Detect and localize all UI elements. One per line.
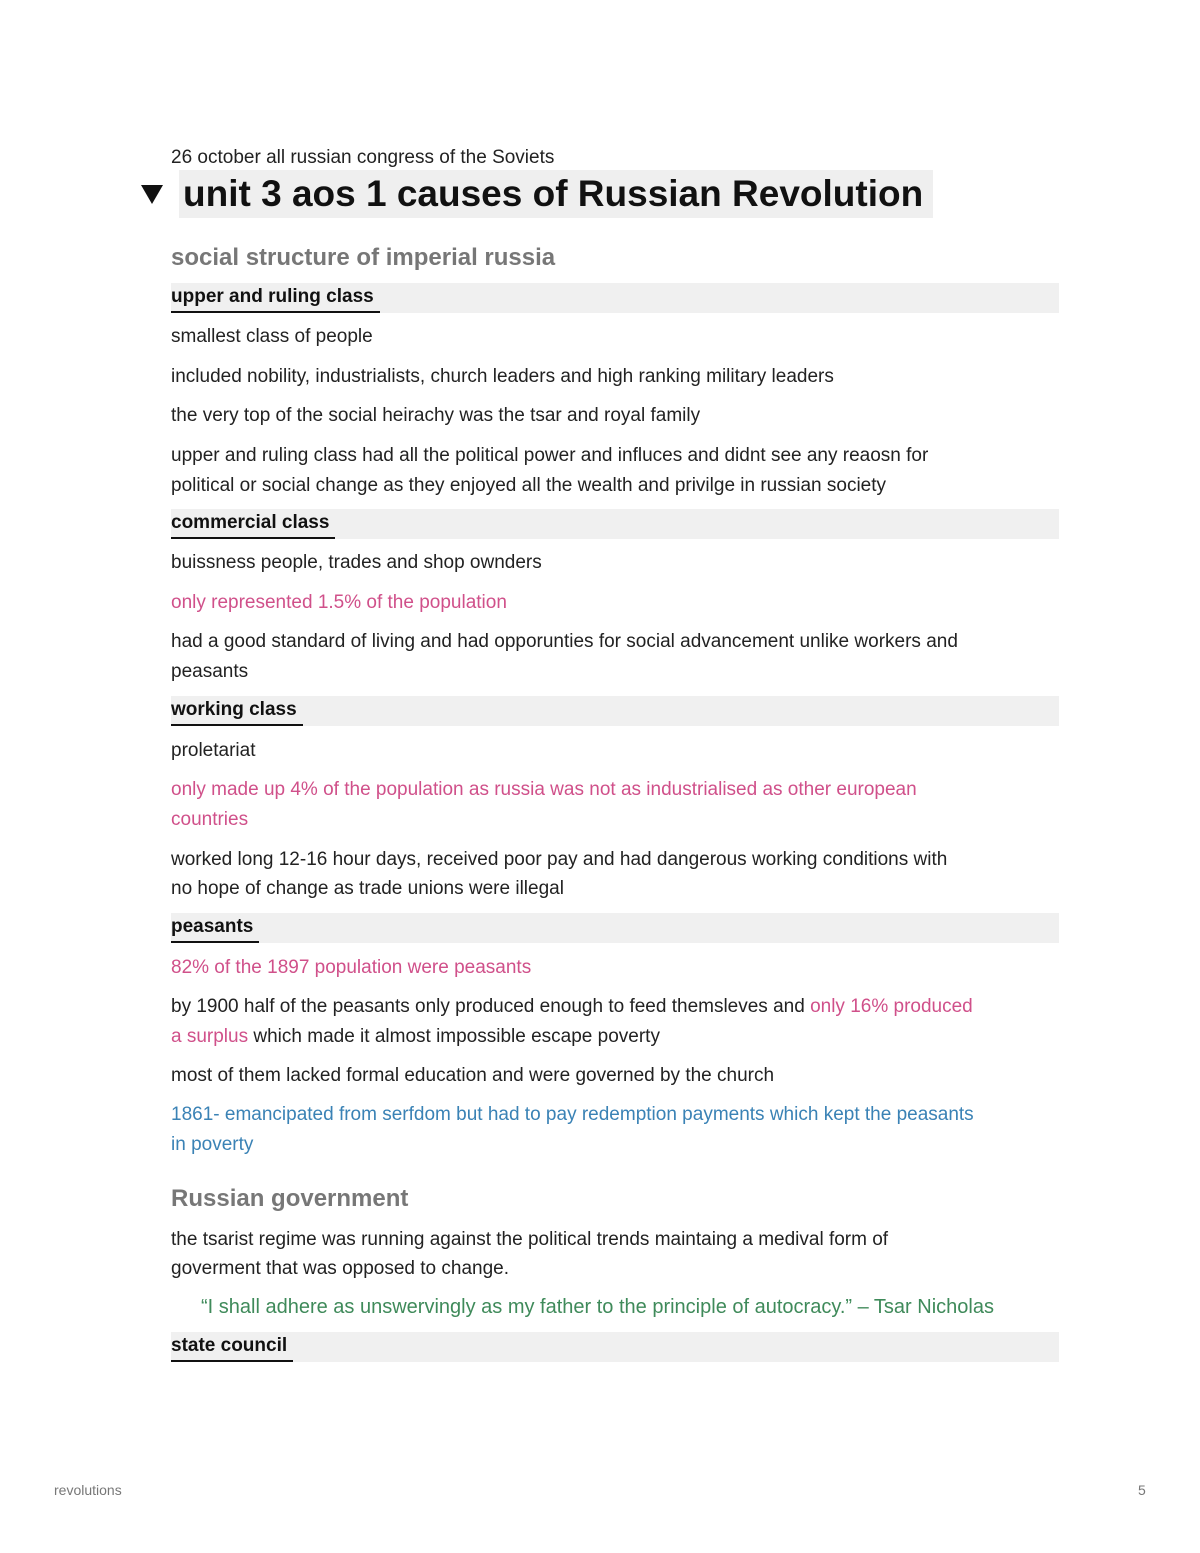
section-title-government: Russian government: [171, 1185, 409, 1212]
page-number: 5: [1138, 1482, 1146, 1498]
commercial-class-label: commercial class: [171, 509, 335, 539]
commercial-line: had a good standard of living and had opporunties for social advancement unlike workers and: [171, 631, 958, 652]
page-heading: unit 3 aos 1 causes of Russian Revolution: [179, 170, 933, 218]
commercial-line: buissness people, trades and shop ownders: [171, 552, 542, 573]
working-class-heading: [171, 696, 1059, 726]
toggle-heading[interactable]: [141, 170, 933, 218]
peasants-line: [171, 1022, 1059, 1052]
commercial-class-heading: [171, 509, 1059, 539]
upper-class-label: upper and ruling class: [171, 283, 380, 313]
tsar-quote: “I shall adhere as unswervingly as my father to the principle of autocracy.” – Tsar Nicholas: [201, 1296, 994, 1318]
footer-title: revolutions: [54, 1482, 122, 1498]
government-line: the tsarist regime was running against the political trends maintaing a medival form of: [171, 1229, 889, 1250]
upper-line: included nobility, industrialists, church leaders and high ranking military leaders: [171, 366, 834, 387]
upper-line: the very top of the social heirachy was the tsar and royal family: [171, 405, 701, 426]
peasants-line: [171, 992, 1059, 1022]
toggle-triangle-icon[interactable]: [141, 185, 163, 204]
peasants-label: peasants: [171, 913, 259, 943]
commercial-line: peasants: [171, 661, 249, 682]
peasants-emancipation-line: 1861- emancipated from serfdom but had to pay redemption payments which kept the peasants: [171, 1104, 974, 1125]
upper-line: smallest class of people: [171, 326, 373, 347]
peasants-emancipation-line: in poverty: [171, 1134, 254, 1155]
upper-line: political or social change as they enjoyed all the wealth and privilge in russian society: [171, 475, 887, 496]
working-class-label: working class: [171, 696, 303, 726]
peasants-plain-text: which made it almost impossible escape poverty: [248, 1026, 660, 1047]
peasants-plain-text: by 1900 half of the peasants only produced enough to feed themsleves and: [171, 996, 811, 1017]
working-line: worked long 12-16 hour days, received poor pay and had dangerous working conditions with: [171, 849, 948, 870]
working-line: proletariat: [171, 740, 256, 761]
government-line: goverment that was opposed to change.: [171, 1258, 510, 1279]
peasants-highlight-line: 82% of the 1897 population were peasants: [171, 957, 532, 978]
working-line: no hope of change as trade unions were illegal: [171, 878, 564, 899]
working-highlight-line: countries: [171, 809, 249, 830]
working-highlight-line: only made up 4% of the population as russia was not as industrialised as other european: [171, 779, 917, 800]
upper-line: upper and ruling class had all the political power and influces and didnt see any reaosn for: [171, 445, 929, 466]
peasants-highlight-text: a surplus: [171, 1026, 249, 1047]
peasants-line: most of them lacked formal education and were governed by the church: [171, 1065, 775, 1086]
commercial-highlight-line: only represented 1.5% of the population: [171, 592, 507, 613]
peasants-heading: [171, 913, 1059, 943]
intro-text: 26 october all russian congress of the Soviets: [171, 147, 555, 168]
peasants-highlight-text: only 16% produced: [810, 996, 973, 1017]
upper-class-heading: [171, 283, 1059, 313]
state-council-heading: [171, 1332, 1059, 1362]
state-council-label: state council: [171, 1332, 293, 1362]
section-title-social-structure: social structure of imperial russia: [171, 244, 556, 271]
